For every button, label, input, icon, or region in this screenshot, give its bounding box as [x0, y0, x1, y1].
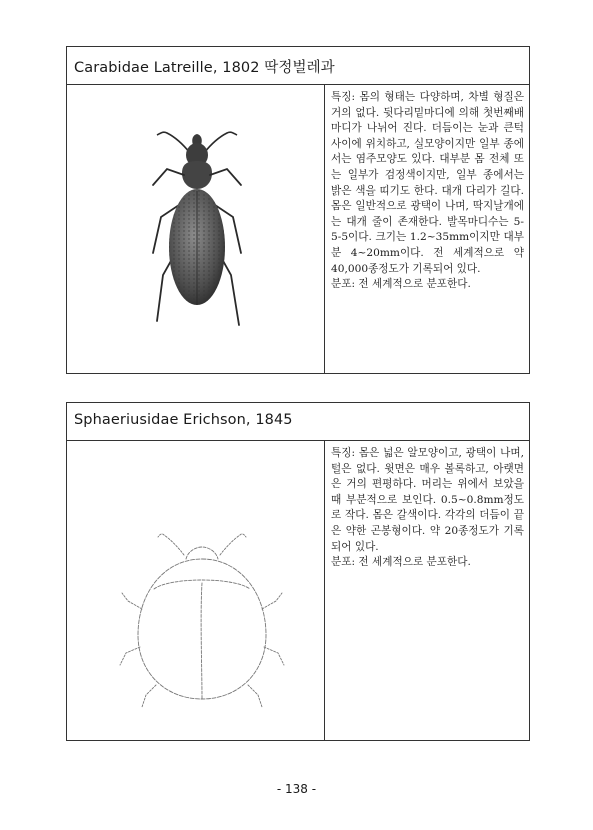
description-cell: [325, 441, 529, 740]
page-number: - 138 -: [276, 782, 317, 796]
family-title: Carabidae Latreille, 1802 딱정벌레과: [67, 47, 529, 85]
features-text: 특징: 몸은 넓은 알모양이고, 광택이 나며, 털은 없다. 윗면은 매우 볼록하고, 아랫면은 거의 편평하다. 머리는 위에서 보았을 때 부분적으로 보인다. 0.5~0.8mm정도로 작다. 몸은 갈색이다. 각각의 더듬이 끝은 약한 곤봉형이다. 약 20종정도가 기록되어 있다.: [331, 447, 524, 553]
round-beetle-drawing: [112, 497, 292, 727]
specimen-image-cell: [67, 85, 325, 373]
distribution-text: 분포: 전 세계적으로 분포한다.: [331, 278, 471, 291]
specimen-image-cell: [67, 441, 325, 740]
family-title: Sphaeriusidae Erichson, 1845: [67, 403, 529, 441]
distribution-text: 분포: 전 세계적으로 분포한다.: [331, 556, 471, 569]
family-entry-sphaeriusidae: [66, 402, 530, 741]
description-cell: [325, 85, 529, 373]
ground-beetle-photo: [127, 125, 267, 345]
family-entry-carabidae: [66, 46, 530, 374]
features-text: 특징: 몸의 형태는 다양하며, 차별 형질은 거의 없다. 뒷다리밑마디에 의해 첫번째배마디가 나뉘어 진다. 더듬이는 눈과 큰턱 사이에 위치하고, 실모양이지만 일부 종에서는 염주모양도 있다. 대부분 몸 전체 또는 일부가 검정색이지만, 일부 종에서는 밝은 색을 띠기도 한다. 대개 다리가 길다. 몸은 일반적으로 광택이 나며, 딱지날개에는 대개 줄이 존재한다. 발목마디수는 5-5-5이다. 크기는 1.2~35mm이지만 대부분 4~20mm이다. 전 세계적으로 약 40,000종정도가 기록되어 있다.: [331, 91, 524, 275]
